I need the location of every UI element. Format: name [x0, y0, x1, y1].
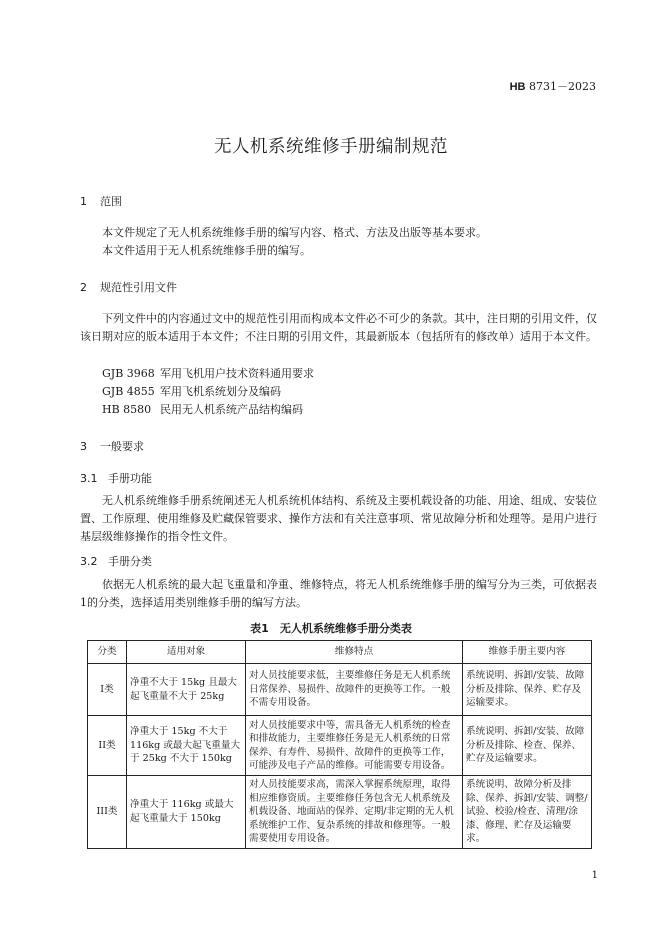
section-3-heading: 3 一般要求	[80, 440, 144, 453]
table-cell: 净重大于 116kg 或最大起飞重量大于 150kg	[127, 776, 246, 849]
table-cell: 系统说明、故障分析及排除、保养、拆卸/安装、调整/试验、校验/检查、清理/涂漆、修理、贮存及运输要求。	[463, 776, 592, 849]
page-number: 1	[591, 870, 598, 881]
table-row	[88, 664, 592, 716]
table-cell: 净重大于 15kg 不大于116kg 或最大起飞重量大于 25kg 不大于 150kg	[127, 716, 246, 776]
table-cell: 对人员技能要求低，主要维修任务是无人机系统日常保养、易损件、故障件的更换等工作。一般不需专用设备。	[246, 664, 463, 716]
table-caption: 表1 无人机系统维修手册分类表	[250, 622, 412, 635]
table-row	[88, 776, 592, 849]
table-header-cell: 维修手册主要内容	[463, 641, 592, 664]
table-cell: II类	[88, 716, 127, 776]
reference-item: GJB 4855 军用飞机系统划分及编码	[102, 385, 281, 398]
section-1-para-2: 本文件适用于无人机系统维修手册的编写。	[102, 244, 311, 257]
section-3-1-para: 无人机系统维修手册系统阐述无人机系统机体结构、系统及主要机载设备的功能、用途、组成、安装位置、工作原理、使用维修及贮藏保管要求、操作方法和有关注意事项、常见故障分析和处理等。是用户进行基层级维修操作的指令性文件。	[80, 494, 597, 543]
table-cell: 对人员技能要求高，需深入掌握系统原理，取得相应维修资质。主要维修任务包含无人机系统及机载设备、地面站的保养、定期/非定期的无人机系统维护工作、复杂系统的排故和修理等。一般需要使用专用设备。	[246, 776, 463, 849]
section-1-heading: 1 范围	[80, 195, 122, 208]
table-header-cell: 维修特点	[246, 641, 463, 664]
reference-item: GJB 3968 军用飞机用户技术资料通用要求	[102, 367, 314, 380]
section-3-2-para: 依据无人机系统的最大起飞重量和净重、维修特点，将无人机系统维修手册的编写分为三类，可依据表1的分类，选择适用类别维修手册的编写方法。	[80, 578, 597, 609]
table-cell: 系统说明、拆卸/安装、故障分析及排除、检查、保养、贮存及运输要求。	[463, 716, 592, 776]
section-2-heading: 2 规范性引用文件	[80, 281, 177, 294]
table-cell: 系统说明、拆卸/安装、故障分析及排除、保养、贮存及运输要求。	[463, 664, 592, 716]
section-1-para-1: 本文件规定了无人机系统维修手册的编写内容、格式、方法及出版等基本要求。	[102, 226, 487, 239]
table-header-cell: 分类	[88, 641, 127, 664]
section-3-2-heading: 3.2 手册分类	[80, 555, 152, 568]
standard-number: HB 8731－2023	[509, 80, 596, 93]
table-cell: 净重不大于 15kg 且最大起飞重量不大于 25kg	[127, 664, 246, 716]
document-title: 无人机系统维修手册编制规范	[214, 137, 448, 157]
table-cell: III类	[88, 776, 127, 849]
table-header-row	[88, 641, 592, 664]
table-header-cell: 适用对象	[127, 641, 246, 664]
section-3-1-heading: 3.1 手册功能	[80, 472, 152, 485]
reference-item: HB 8580 民用无人机系统产品结构编码	[102, 403, 303, 416]
table-row	[88, 716, 592, 776]
table-cell: I类	[88, 664, 127, 716]
section-2-para: 下列文件中的内容通过文中的规范性引用而构成本文件必不可少的条款。其中，注日期的引用文件，仅该日期对应的版本适用于本文件；不注日期的引用文件，其最新版本（包括所有的修改单）适用于本文件。	[80, 312, 597, 343]
classification-table	[87, 640, 592, 849]
table-cell: 对人员技能要求中等，需具备无人机系统的检查和排故能力，主要维修任务是无人机系统的日常保养、有寿件、易损件、故障件的更换等工作，可能涉及电子产品的维修。可能需要专用设备。	[246, 716, 463, 776]
